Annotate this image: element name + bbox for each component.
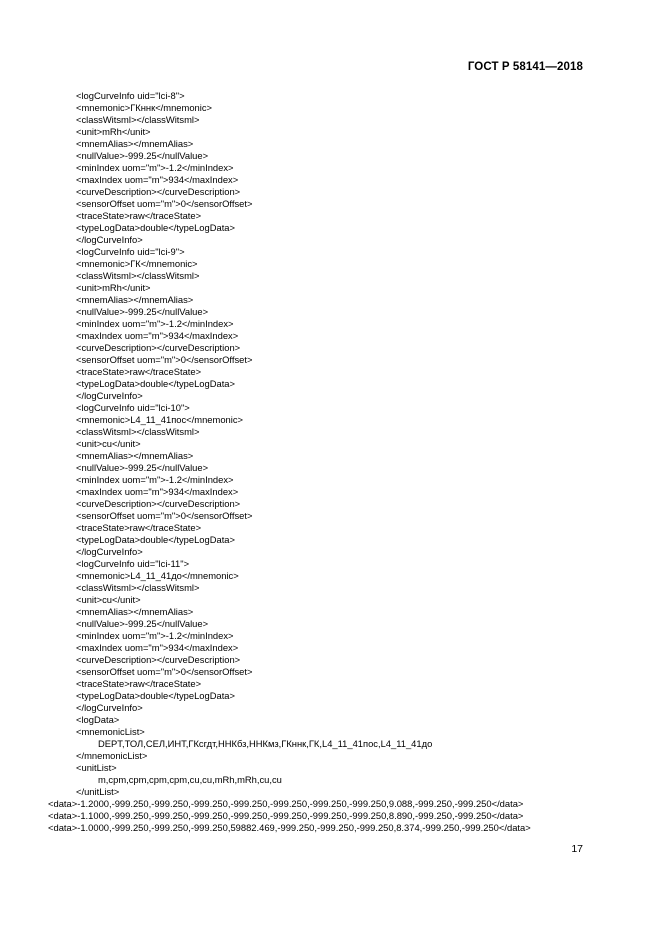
code-line: <traceState>raw</traceState> [76, 678, 202, 689]
code-line: <logCurveInfo uid="lci-8"> [76, 90, 185, 101]
code-line: <traceState>raw</traceState> [76, 210, 202, 221]
code-line: <unit>mRh</unit> [76, 282, 151, 293]
code-line: <maxIndex uom="m">934</maxIndex> [76, 642, 239, 653]
code-line: <maxIndex uom="m">934</maxIndex> [76, 174, 239, 185]
code-line: <nullValue>-999.25</nullValue> [76, 618, 209, 629]
code-line: <maxIndex uom="m">934</maxIndex> [76, 486, 239, 497]
code-line: <typeLogData>double</typeLogData> [76, 222, 235, 233]
code-line: <unitList> [76, 762, 117, 773]
code-line: <mnemonic>ГК</mnemonic> [76, 258, 198, 269]
code-line: DEPT,ТОЛ,СЕЛ,ИНТ,ГКсгдт,ННКбз,ННКмз,ГКннк,ГК,L4_11_41пос,L4_11_41до [98, 738, 433, 749]
code-line: </logCurveInfo> [76, 702, 143, 713]
code-line: <sensorOffset uom="m">0</sensorOffset> [76, 510, 253, 521]
code-line: <nullValue>-999.25</nullValue> [76, 306, 209, 317]
code-line: <classWitsml></classWitsml> [76, 426, 200, 437]
code-line: <typeLogData>double</typeLogData> [76, 534, 235, 545]
code-line: <typeLogData>double</typeLogData> [76, 378, 235, 389]
page-number: 17 [571, 843, 583, 855]
code-line: <classWitsml></classWitsml> [76, 582, 200, 593]
code-line: <curveDescription></curveDescription> [76, 342, 241, 353]
code-line: <data>-1.2000,-999.250,-999.250,-999.250,-999.250,-999.250,-999.250,-999.250,9.088,-999.250,-999.250</data> [48, 798, 524, 809]
code-line: </logCurveInfo> [76, 390, 143, 401]
code-line: <traceState>raw</traceState> [76, 522, 202, 533]
code-line: <classWitsml></classWitsml> [76, 270, 200, 281]
code-line: <sensorOffset uom="m">0</sensorOffset> [76, 666, 253, 677]
code-line: <mnemonic>ГКннк</mnemonic> [76, 102, 212, 113]
code-line: </unitList> [76, 786, 120, 797]
document-header-standard: ГОСТ Р 58141—2018 [467, 61, 583, 73]
code-line: <unit>mRh</unit> [76, 126, 151, 137]
code-line: <sensorOffset uom="m">0</sensorOffset> [76, 198, 253, 209]
code-line: <mnemonic>L4_11_41пос</mnemonic> [76, 414, 243, 425]
code-line: <unit>cu</unit> [76, 594, 141, 605]
code-line: <mnemAlias></mnemAlias> [76, 450, 194, 461]
code-line: <nullValue>-999.25</nullValue> [76, 462, 209, 473]
code-line: <data>-1.0000,-999.250,-999.250,-999.250,59882.469,-999.250,-999.250,-999.250,8.374,-999.250,-999.250</data> [48, 822, 531, 833]
code-line: <maxIndex uom="m">934</maxIndex> [76, 330, 239, 341]
code-line: <logData> [76, 714, 120, 725]
code-line: </logCurveInfo> [76, 546, 143, 557]
code-line: <mnemAlias></mnemAlias> [76, 138, 194, 149]
code-line: <mnemonicList> [76, 726, 145, 737]
code-line: <logCurveInfo uid="lci-9"> [76, 246, 185, 257]
code-line: <curveDescription></curveDescription> [76, 654, 241, 665]
code-line: <minIndex uom="m">-1.2</minIndex> [76, 162, 234, 173]
code-line: <mnemonic>L4_11_41до</mnemonic> [76, 570, 239, 581]
code-line: <logCurveInfo uid="lci-10"> [76, 402, 190, 413]
code-line: <typeLogData>double</typeLogData> [76, 690, 235, 701]
code-line: <classWitsml></classWitsml> [76, 114, 200, 125]
code-line: <minIndex uom="m">-1.2</minIndex> [76, 318, 234, 329]
code-line: <curveDescription></curveDescription> [76, 498, 241, 509]
code-line: </logCurveInfo> [76, 234, 143, 245]
code-line: <nullValue>-999.25</nullValue> [76, 150, 209, 161]
code-line: <curveDescription></curveDescription> [76, 186, 241, 197]
code-line: <data>-1.1000,-999.250,-999.250,-999.250,-999.250,-999.250,-999.250,-999.250,8.890,-999.250,-999.250</data> [48, 810, 524, 821]
code-line: </mnemonicList> [76, 750, 148, 761]
code-line: <minIndex uom="m">-1.2</minIndex> [76, 474, 234, 485]
code-line: <minIndex uom="m">-1.2</minIndex> [76, 630, 234, 641]
code-line: <logCurveInfo uid="lci-11"> [76, 558, 190, 569]
code-line: <traceState>raw</traceState> [76, 366, 202, 377]
code-line: m,cpm,cpm,cpm,cpm,cu,cu,mRh,mRh,cu,cu [98, 774, 282, 785]
code-line: <mnemAlias></mnemAlias> [76, 294, 194, 305]
code-line: <mnemAlias></mnemAlias> [76, 606, 194, 617]
code-line: <unit>cu</unit> [76, 438, 141, 449]
code-line: <sensorOffset uom="m">0</sensorOffset> [76, 354, 253, 365]
